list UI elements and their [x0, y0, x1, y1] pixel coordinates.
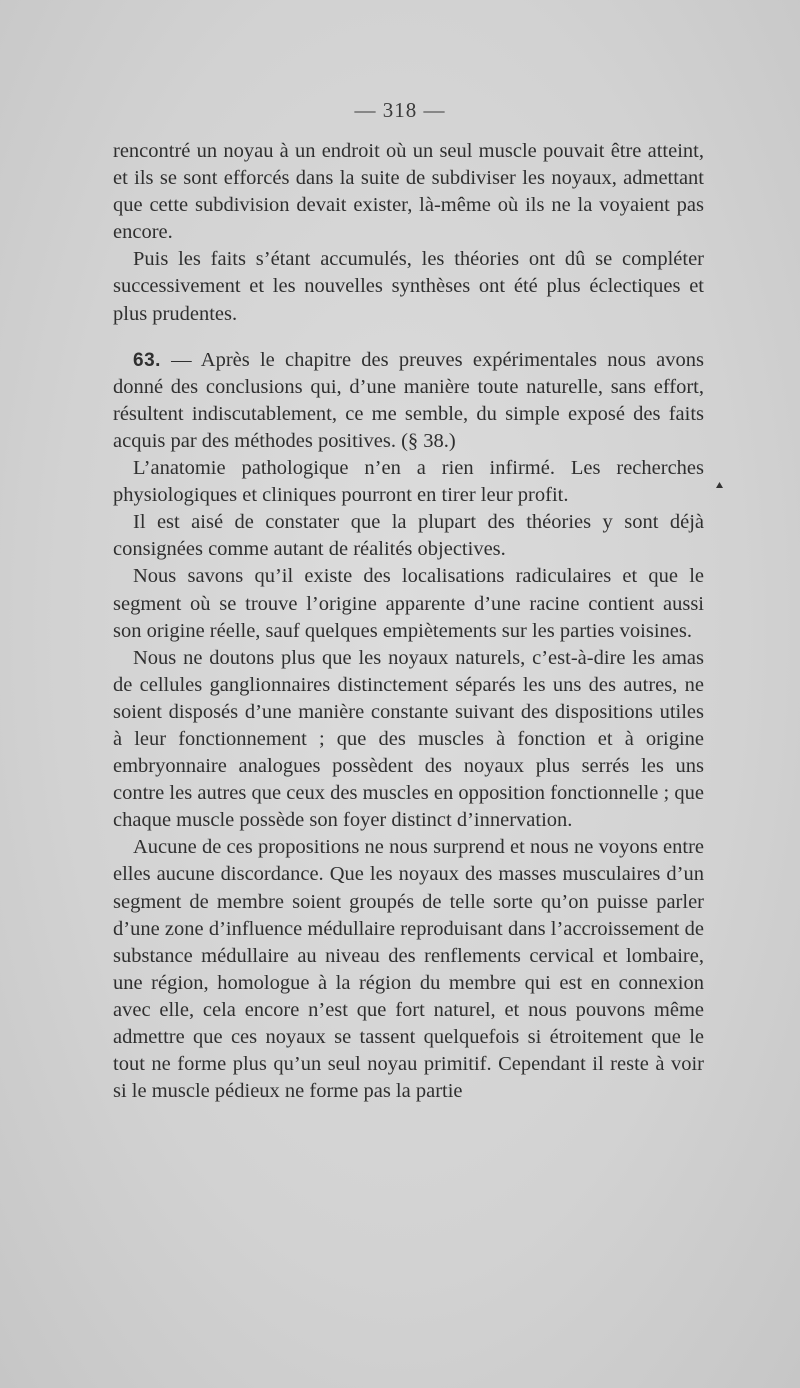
margin-mark [716, 482, 723, 488]
paragraph-2: Puis les faits s’étant accumulés, les théories ont dû se compléter successivement et les nouvelles synthèses ont été plus éclectiques et plus prudentes. [113, 248, 704, 325]
section-gap [113, 328, 704, 347]
paragraph-3 [113, 347, 704, 455]
page-number: — 318 — [354, 98, 446, 122]
paragraph-5: Il est aisé de constater que la plupart des théories y sont déjà consignées comme autant de réalités objectives. [113, 511, 704, 561]
section-number: 63. [133, 349, 161, 371]
paragraph-7: Nous ne doutons plus que les noyaux naturels, c’est-à-dire les amas de cellules ganglionnaires distinctement séparés les uns des autres, ne soient disposés d’une manière constante suivant des dispositions utiles à leur fonctionnement ; que des muscles à fonction et à origine embryonnaire analogues possèdent des noyaux plus serrés les uns contre les autres que ceux des muscles en opposition fonctionnelle ; que chaque muscle possède son foyer distinct d’innervation. [113, 646, 704, 832]
paragraph-6: Nous savons qu’il existe des localisations radiculaires et que le segment où se trouve l’origine apparente d’une racine contient aussi son origine réelle, sauf quelques empiètements sur les parties voisines. [113, 565, 704, 642]
paragraph-1: rencontré un noyau à un endroit où un seul muscle pouvait être atteint, et ils se sont efforcés dans la suite de subdiviser les noyaux, admettant que cette subdivision devait exister, là-même où ils ne la voyaient pas encore. [113, 140, 704, 244]
paragraph-8: Aucune de ces propositions ne nous surprend et nous ne voyons entre elles aucune discordance. Que les noyaux des masses musculaires d’un segment de membre soient groupés de telle sorte qu’on puisse parler d’une zone d’influence médullaire reproduisant dans l’accroissement de substance médullaire au niveau des renflements cervical et lombaire, une région, homologue à la région du membre qui est en connexion avec elle, cela encore n’est que fort naturel, et nous pouvons même admettre que ces noyaux se tassent quelquefois si étroitement que le tout ne forme plus qu’un seul noyau primitif. Cependant il reste à voir si le muscle pédieux ne forme pas la partie [113, 836, 704, 1103]
paragraph-3-text: — Après le chapitre des preuves expérimentales nous avons donné des conclusions qui, d’une manière toute naturelle, sans effort, résultent indiscutablement, ce me semble, du simple exposé des faits acquis par des méthodes positives. (§ 38.) [113, 348, 704, 452]
body-text [113, 138, 704, 1105]
paragraph-4: L’anatomie pathologique n’en a rien infirmé. Les recherches physiologiques et cliniques pourront en tirer leur profit. [113, 457, 704, 507]
